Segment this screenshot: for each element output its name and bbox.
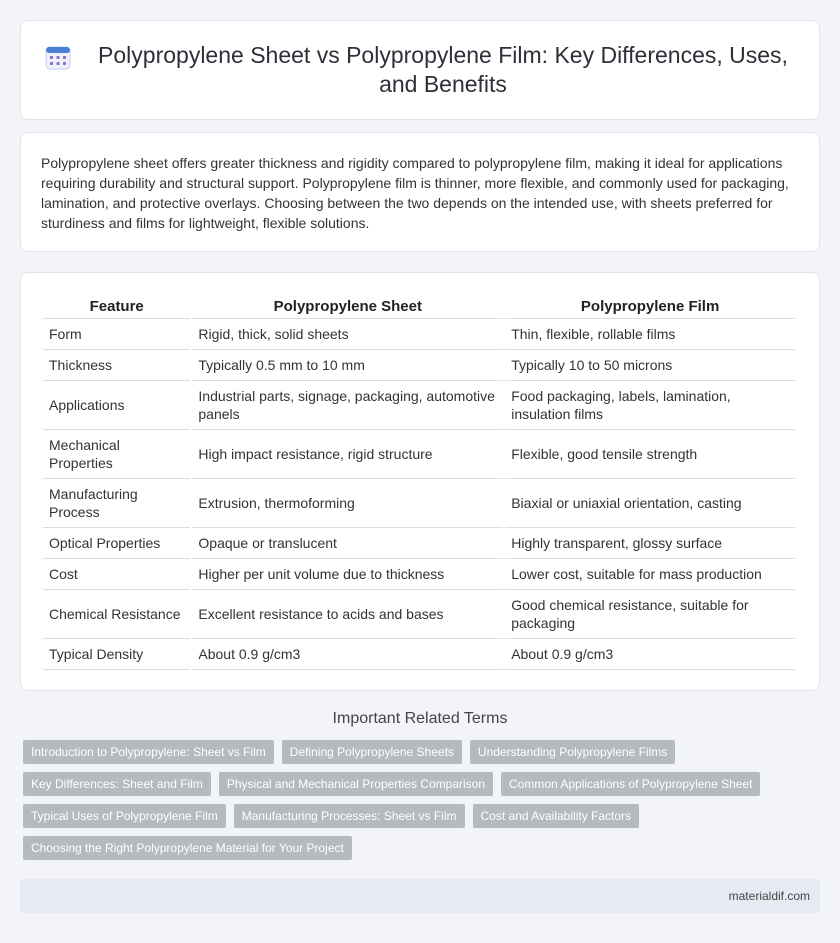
table-row (43, 350, 795, 381)
related-terms-tags (20, 740, 820, 868)
cell-sheet: Industrial parts, signage, packaging, automotive panels (192, 381, 503, 430)
header-sheet: Polypropylene Sheet (192, 295, 503, 319)
cell-feature: Manufacturing Process (43, 479, 190, 528)
table-row (43, 639, 795, 670)
related-term-tag[interactable]: Physical and Mechanical Properties Comparison (219, 772, 493, 796)
related-term-tag[interactable]: Defining Polypropylene Sheets (282, 740, 462, 764)
table-row (43, 430, 795, 479)
related-term-tag[interactable]: Cost and Availability Factors (473, 804, 640, 828)
cell-feature: Chemical Resistance (43, 590, 190, 639)
cell-film: Highly transparent, glossy surface (505, 528, 795, 559)
footer (20, 879, 820, 913)
header-film: Polypropylene Film (505, 295, 795, 319)
cell-film: Thin, flexible, rollable films (505, 319, 795, 350)
header-feature: Feature (43, 295, 190, 319)
cell-film: Food packaging, labels, lamination, insulation films (505, 381, 795, 430)
cell-sheet: Opaque or translucent (192, 528, 503, 559)
cell-feature: Mechanical Properties (43, 430, 190, 479)
related-term-tag[interactable]: Choosing the Right Polypropylene Material for Your Project (23, 836, 352, 860)
comparison-table-card (20, 272, 820, 691)
cell-feature: Applications (43, 381, 190, 430)
related-terms-title: Important Related Terms (332, 710, 508, 727)
cell-sheet: Excellent resistance to acids and bases (192, 590, 503, 639)
table-row (43, 319, 795, 350)
table-row (43, 381, 795, 430)
related-term-tag[interactable]: Manufacturing Processes: Sheet vs Film (234, 804, 465, 828)
cell-feature: Cost (43, 559, 190, 590)
cell-film: About 0.9 g/cm3 (505, 639, 795, 670)
cell-feature: Typical Density (43, 639, 190, 670)
cell-film: Good chemical resistance, suitable for packaging (505, 590, 795, 639)
cell-film: Flexible, good tensile strength (505, 430, 795, 479)
cell-film: Biaxial or uniaxial orientation, casting (505, 479, 795, 528)
cell-sheet: Rigid, thick, solid sheets (192, 319, 503, 350)
cell-sheet: Extrusion, thermoforming (192, 479, 503, 528)
cell-sheet: Typically 0.5 mm to 10 mm (192, 350, 503, 381)
table-row (43, 479, 795, 528)
related-term-tag[interactable]: Key Differences: Sheet and Film (23, 772, 211, 796)
related-term-tag[interactable]: Introduction to Polypropylene: Sheet vs Film (23, 740, 274, 764)
page-title: Polypropylene Sheet vs Polypropylene Film: Key Differences, Uses, and Benefits (98, 42, 788, 97)
intro-card (20, 132, 820, 252)
calendar-grid-icon (45, 44, 71, 70)
related-terms-section (20, 710, 820, 868)
cell-film: Typically 10 to 50 microns (505, 350, 795, 381)
related-term-tag[interactable]: Typical Uses of Polypropylene Film (23, 804, 226, 828)
cell-sheet: Higher per unit volume due to thickness (192, 559, 503, 590)
cell-feature: Form (43, 319, 190, 350)
cell-feature: Thickness (43, 350, 190, 381)
cell-feature: Optical Properties (43, 528, 190, 559)
table-row (43, 528, 795, 559)
table-row (43, 559, 795, 590)
cell-sheet: High impact resistance, rigid structure (192, 430, 503, 479)
comparison-table (41, 295, 797, 670)
footer-site-link[interactable]: materialdif.com (728, 889, 810, 903)
intro-paragraph: Polypropylene sheet offers greater thickness and rigidity compared to polypropylene film, making it ideal for applications requiring durability and structural support. Polypropylene film is thinner, more flexible, and commonly used for packaging, lamination, and protective overlays. Choosing between the two depends on the intended use, with sheets preferred for sturdiness and films for lightweight, flexible solutions. (41, 155, 789, 231)
cell-film: Lower cost, suitable for mass production (505, 559, 795, 590)
header-card (20, 20, 820, 120)
cell-sheet: About 0.9 g/cm3 (192, 639, 503, 670)
table-row (43, 590, 795, 639)
related-term-tag[interactable]: Common Applications of Polypropylene Sheet (501, 772, 760, 796)
related-term-tag[interactable]: Understanding Polypropylene Films (470, 740, 675, 764)
table-header-row (43, 295, 795, 319)
